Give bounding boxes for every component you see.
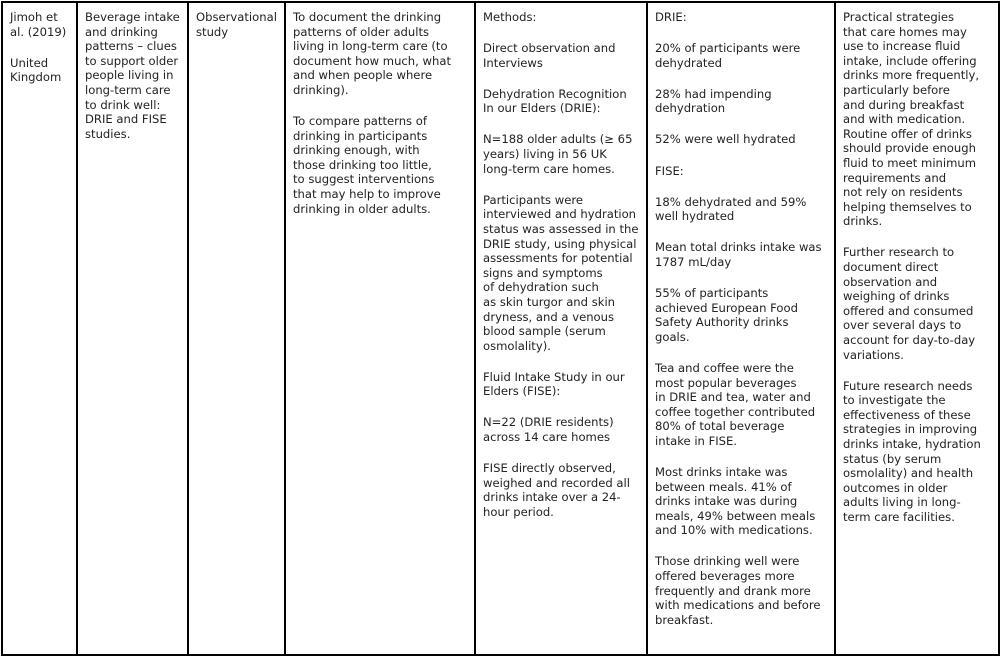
conclusion-paragraph: Further research to document direct observation and weighing of drinks offered and consumed over several days to account for day-to-day variations. (843, 245, 976, 362)
study-design: Observational study (196, 10, 277, 39)
methods-paragraph: Participants were interviewed and hydration status was assessed in the DRIE study, using physical assessments for potential signs and symptoms of dehydration such as skin turgor and skin dryness, and a venous blood sample (serum osmolality). (483, 192, 639, 353)
evidence-table (1, 1, 1000, 656)
methods-paragraph: N=188 older adults (≥ 65 years) living in 56 UK long-term care homes. (483, 132, 633, 176)
results-paragraph: Most drinks intake was between meals. 41% of drinks intake was during meals, 49% between meals and 10% with medications. (655, 464, 816, 538)
methods-paragraph: N=22 (DRIE residents) across 14 care homes (483, 415, 614, 445)
study-citation: Jimoh et al. (2019) (10, 10, 67, 39)
title-cell (77, 2, 188, 655)
methods-paragraph: Dehydration Recognition In our Elders (DRIE): (483, 86, 627, 116)
conclusion-paragraph: Future research needs to investigate the effectiveness of these strategies in improving drinks intake, hydration status (by serum osmolality) and health outcomes in older adults living in long- term care facilities. (843, 378, 981, 524)
design-cell (188, 2, 285, 655)
study-country: United Kingdom (10, 55, 62, 85)
study-cell (2, 2, 77, 655)
methods-paragraph: Methods: (483, 10, 537, 24)
results-cell (647, 2, 835, 655)
methods-cell (475, 2, 647, 655)
results-paragraph: Those drinking well were offered beverages more frequently and drank more with medications and before breakfast. (655, 554, 821, 627)
results-paragraph: Tea and coffee were the most popular beverages in DRIE and tea, water and coffee together contributed 80% of total beverage intake in FISE. (655, 360, 816, 448)
results-paragraph: 28% had impending dehydration (655, 86, 772, 116)
results-paragraph: 20% of participants were dehydrated (655, 41, 801, 70)
methods-paragraph: FISE directly observed, weighed and recorded all drinks intake over a 24- hour period. (483, 461, 630, 519)
aim-paragraph: To compare patterns of drinking in participants drinking enough, with those drinking too little, to suggest interventions that may help to improve drinking in older adults. (293, 114, 441, 216)
aims-cell (285, 2, 475, 655)
conclusions-cell (835, 2, 999, 655)
results-paragraph: FISE: (655, 163, 684, 178)
results-paragraph: 52% were well hydrated (655, 132, 796, 147)
aim-paragraph: To document the drinking patterns of older adults living in long-term care (to document how much, what and when people where drinking). (293, 10, 452, 97)
conclusion-paragraph: Practical strategies that care homes may use to increase fluid intake, include offering drinks more frequently, particularly before and during breakfast and with medication. Routine offer of drinks should provide enough fluid to meet minimum requirements and not rely on residents helping themselves to drinks. (843, 10, 980, 229)
table-row (2, 2, 999, 655)
study-title: Beverage intake and drinking patterns – clues to support older people living in long-term care to drink well: DRIE and FISE studies. (85, 10, 180, 141)
methods-paragraph: Fluid Intake Study in our Elders (FISE): (483, 369, 625, 399)
results-paragraph: 18% dehydrated and 59% well hydrated (655, 194, 807, 224)
results-paragraph: DRIE: (655, 10, 687, 24)
methods-paragraph: Direct observation and Interviews (483, 41, 616, 70)
results-paragraph: Mean total drinks intake was 1787 mL/day (655, 240, 822, 269)
results-paragraph: 55% of participants achieved European Food Safety Authority drinks goals. (655, 286, 798, 344)
